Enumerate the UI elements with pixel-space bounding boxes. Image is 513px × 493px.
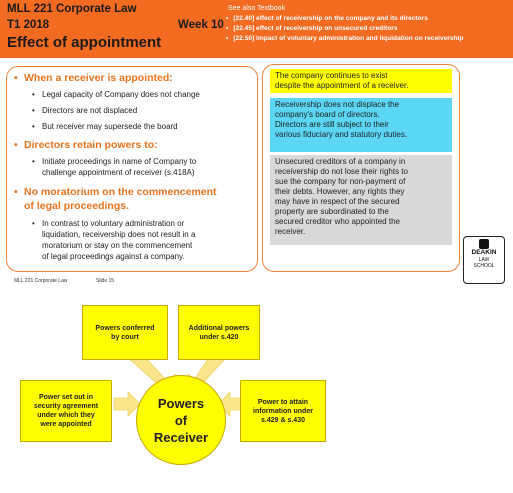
circle-line: of: [174, 412, 188, 428]
box-line: under s.420: [199, 333, 239, 341]
logo-text: SCHOOL: [473, 263, 495, 269]
heading-receiver-appointed: • When a receiver is appointed:: [14, 72, 173, 84]
note-line: despite the appointment of a receiver.: [275, 81, 409, 90]
note-line: Directors are still subject to their: [275, 120, 389, 129]
box-line: s.429 & s.430: [261, 416, 305, 424]
list-item-continuation: challenge appointment of receiver (s.418A): [42, 168, 195, 177]
list-item-continuation: of legal proceedings against a company.: [42, 252, 185, 261]
box-line: Power to attain: [257, 398, 309, 406]
note-line: receiver.: [275, 227, 306, 236]
list-item-continuation: liquidation, receivership does not result in a: [42, 230, 196, 239]
note-line: Receivership does not displace the: [275, 100, 400, 109]
list-item: • Directors are not displaced: [32, 106, 138, 115]
note-line: may have in respect of the secured: [275, 197, 400, 206]
heading-no-moratorium-line2: of legal proceedings.: [24, 200, 130, 212]
logo-text: LAW: [478, 257, 490, 263]
box-line: information under: [253, 407, 313, 415]
box-line: were appointed: [40, 421, 92, 428]
list-item: • Initiate proceedings in name of Company to: [32, 157, 197, 166]
heading-directors-retain: • Directors retain powers to:: [14, 139, 158, 151]
reference-item: • [22.45] effect of receivership on unsecured creditors: [226, 24, 463, 34]
list-item: • But receiver may supersede the board: [32, 122, 178, 131]
note-line: receivership do not lose their rights to: [275, 167, 408, 176]
note-line: company's board of directors.: [275, 110, 380, 119]
box-line: security agreement: [33, 403, 99, 410]
note-line: Unsecured creditors of a company in: [275, 157, 406, 166]
reference-item: • [22.50] impact of voluntary administration and liquidation on receivership: [226, 34, 463, 44]
powers-of-receiver-circle: [136, 375, 226, 465]
logo-text: DEAKIN: [471, 249, 497, 256]
week-label: Week 10: [178, 19, 224, 31]
footer-slide-number: Slide 15: [96, 278, 115, 284]
note-line: various fiduciary and statutory duties.: [275, 130, 408, 139]
list-item: • Legal capacity of Company does not change: [32, 90, 200, 99]
additional-powers-box: [178, 305, 260, 360]
box-line: Powers conferred: [95, 324, 155, 332]
circle-line: Powers: [157, 395, 205, 411]
note-line: their debts. However, any rights they: [275, 187, 405, 196]
note-line: property are subordinated to the: [275, 207, 389, 216]
box-line: Power set out in: [38, 394, 94, 401]
note-line: sue the company for non-payment of: [275, 177, 406, 186]
term-label: T1 2018: [7, 19, 50, 31]
course-code: MLL 221 Corporate Law: [7, 3, 137, 15]
court-powers-box: [82, 305, 168, 360]
note-line: secured creditor who appointed the: [275, 217, 400, 226]
information-powers-box: [240, 380, 326, 442]
footer-course: MLL 221 Corporate Law: [14, 278, 68, 284]
box-line: by court: [111, 333, 139, 341]
security-agreement-box: [20, 380, 112, 442]
reference-item: • [22.40] effect of receivership on the company and its directors: [226, 14, 463, 24]
see-also-label: See also Textbook: [228, 5, 286, 12]
heading-no-moratorium: • No moratorium on the commencement: [14, 186, 217, 198]
slide-title: Effect of appointment: [7, 34, 162, 51]
note-line: The company continues to exist: [275, 71, 388, 80]
list-item: • In contrast to voluntary administration or: [32, 219, 185, 228]
box-line: Additional powers: [188, 324, 250, 332]
box-line: under which they: [37, 412, 95, 419]
circle-line: Receiver: [153, 429, 209, 445]
list-item-continuation: moratorium or stay on the commencement: [42, 241, 193, 250]
